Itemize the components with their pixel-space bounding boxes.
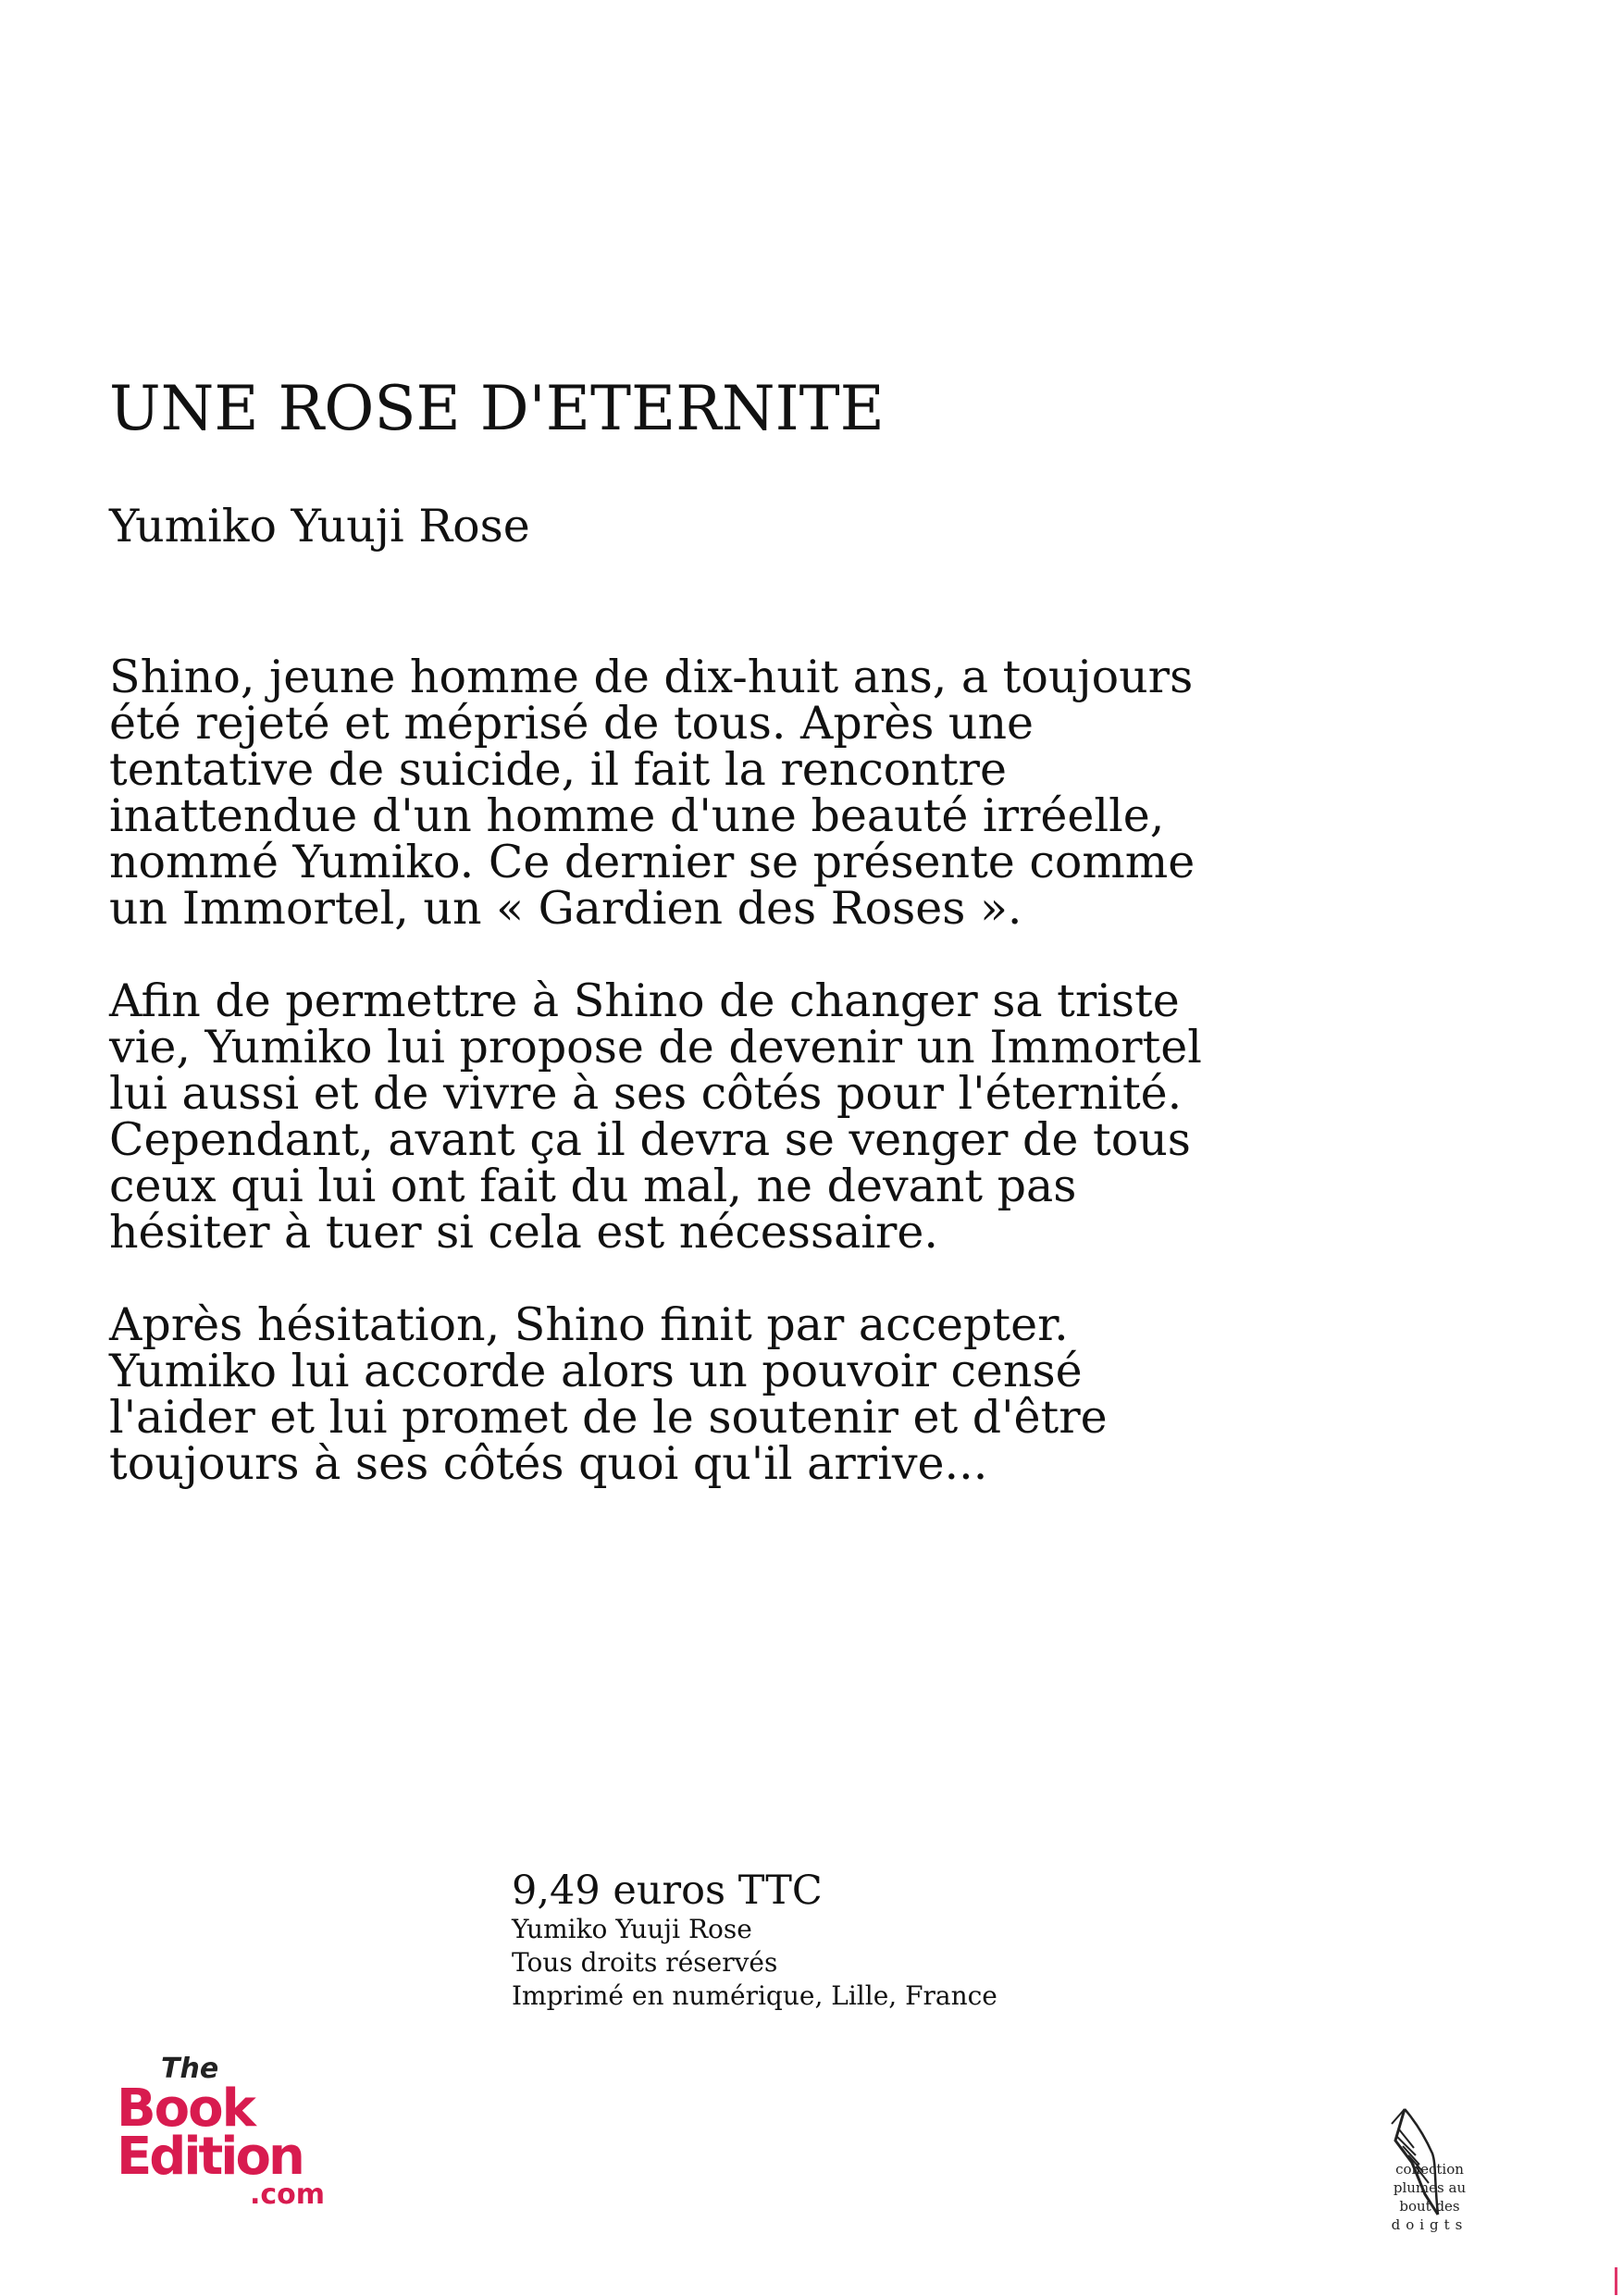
logo-edition: Edition [117,2127,303,2187]
collection-line-3: bout des [1399,2198,1460,2215]
book-title: UNE ROSE D'ETERNITE [109,373,885,444]
book-author: Yumiko Yuuji Rose [109,500,530,552]
collection-line-4: doigts [1391,2216,1468,2233]
back-cover-blurb [109,651,1210,1490]
collection-line-2: plumes au [1393,2179,1467,2196]
crop-mark [1615,2267,1617,2295]
imprint-printed: Imprimé en numérique, Lille, France [512,1980,997,2011]
collection-label [1379,2160,1481,2234]
blurb-paragraph-3: Cependant, avant ça il devra se venger de tous ceux qui lui ont fait du mal, ne devant pas hésiter à tuer si cela est nécessaire. [109,1113,1191,1259]
imprint-author: Yumiko Yuuji Rose [512,1914,752,1944]
blurb-paragraph-1: Shino, jeune homme de dix-huit ans, a toujours été rejeté et méprisé de tous. Après une tentative de suicide, il fait la rencontre inattendue d'un homme d'une beauté irréelle, nommé Yumiko. Ce dernier se présente comme un Immortel, un « Gardien des Roses ». [109,651,1196,935]
blurb-paragraph-4: Après hésitation, Shino finit par accepter. Yumiko lui accorde alors un pouvoir censé l'aider et lui promet de le soutenir et d'être toujours à ses côtés quoi qu'il arrive... [109,1298,1108,1490]
logo-dotcom: .com [250,2178,326,2207]
publisher-logo [115,2050,337,2207]
logo-the: The [161,2053,219,2085]
price: 9,49 euros TTC [512,1868,823,1914]
logo-book: Book [117,2079,254,2139]
blurb-paragraph-2: Afin de permettre à Shino de changer sa triste vie, Yumiko lui propose de devenir un Immortel lui aussi et de vivre à ses côtés pour l'éternité. [109,974,1202,1120]
imprint-block [512,1868,1159,2013]
imprint-rights: Tous droits réservés [512,1947,778,1978]
collection-line-1: collection [1395,2161,1464,2178]
